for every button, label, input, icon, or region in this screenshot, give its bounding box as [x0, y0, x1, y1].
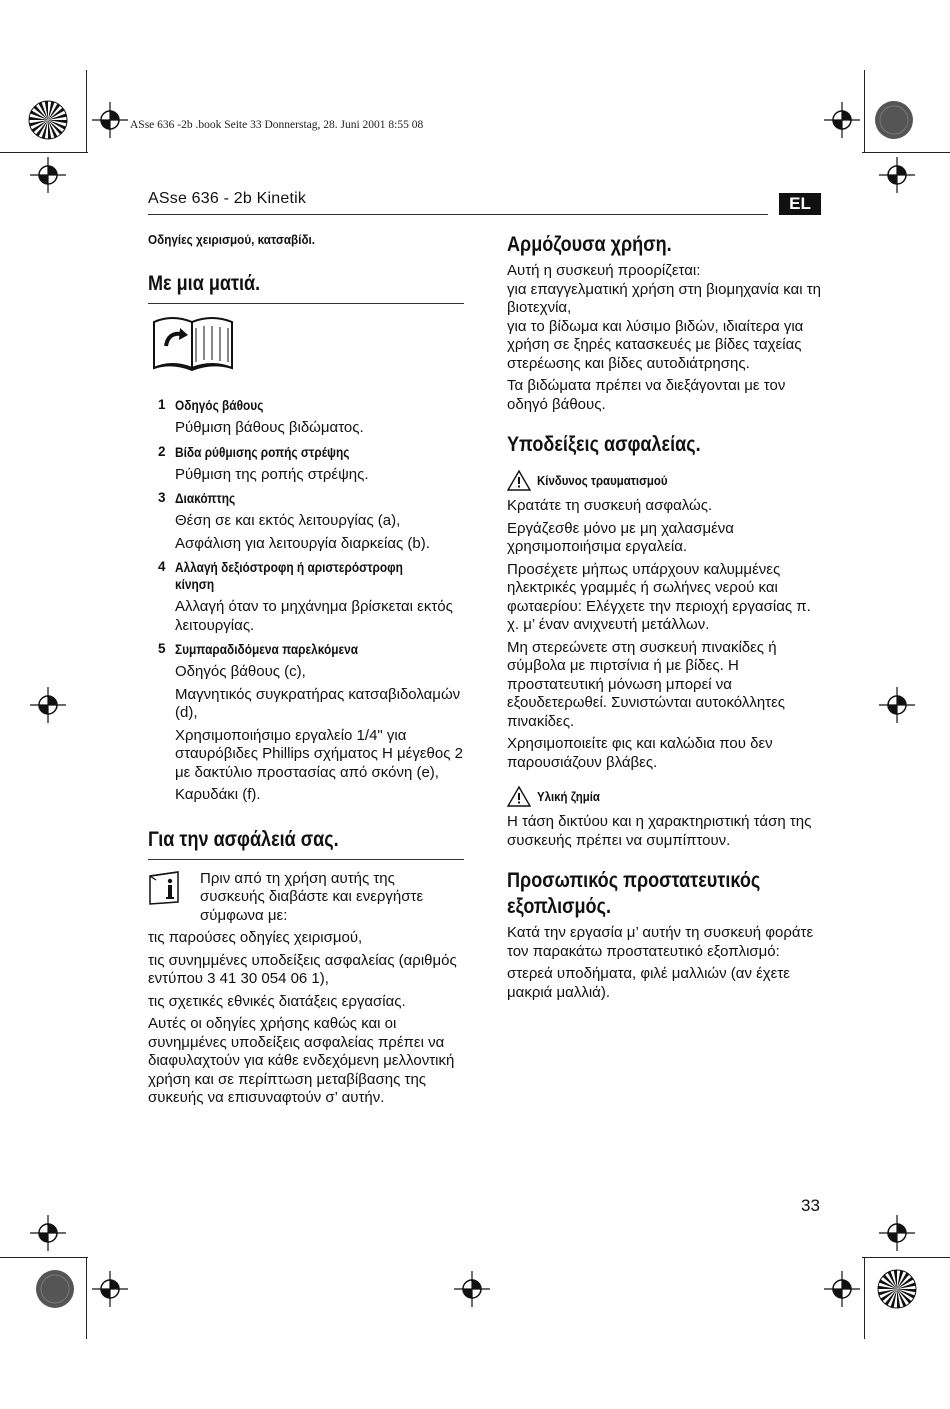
list-item — [148, 559, 466, 635]
registration-target-icon — [822, 100, 862, 140]
registration-target-icon — [90, 1269, 130, 1309]
info-note — [148, 870, 466, 926]
registration-target-icon — [28, 1213, 68, 1253]
starburst-mark-icon — [877, 1269, 917, 1309]
registration-target-icon — [877, 1213, 917, 1253]
item-title: Διακόπτης — [175, 491, 236, 506]
overview-title: Με μια ματιά. — [148, 272, 261, 295]
item-number: 1 — [158, 397, 166, 412]
injury-para: Χρησιμοποιείτε φις και καλώδια που δεν παρουσιάζουν βλάβες. — [507, 735, 773, 771]
safety-title: Για την ασφάλειά σας. — [148, 827, 339, 851]
ppe-para: στερεά υποδήματα, φιλέ μαλλιών (αν έχετε μακριά μαλλιά). — [507, 965, 790, 1001]
item-title: Αλλαγή δεξιόστροφη ή αριστερόστροφη κίνηση — [175, 560, 403, 592]
title-rule — [148, 303, 464, 304]
warning-triangle-icon — [507, 470, 531, 491]
item-line: Χρησιμοποιήσιμο εργαλείο 1/4" για σταυρόβιδες Phillips σχήματος H μέγεθος 2 με δακτύλιο προστασίας από σκόνη (e), — [175, 726, 463, 781]
title-rule — [148, 859, 464, 860]
safety-para: τις συνημμένες υποδείξεις ασφαλείας (αριθμός εντύπου 3 41 30 054 06 1), — [148, 951, 457, 987]
ppe-para: Κατά την εργασία μ’ αυτήν τη συσκευή φοράτε τον παρακάτω προστατευτικό εξοπλισμό: — [507, 924, 814, 960]
item-line: Ρύθμιση βάθους βιδώματος. — [175, 419, 364, 436]
grey-disc-mark-icon — [35, 1269, 75, 1309]
item-line: Οδηγός βάθους (c), — [175, 663, 306, 680]
injury-para: Προσέχετε μήπως υπάρχουν καλυμμένες ηλεκτρικές γραμμές ή σωλήνες νερού και φωταερίου: Ελέγχετε την περιοχή εργασίας π. χ. μ’ έναν ανιχνευτή μετάλλων. — [507, 560, 811, 633]
warning-label: Υλική ζημία — [537, 789, 600, 804]
running-head: ASse 636 - 2b Kinetik — [148, 190, 307, 207]
registration-target-icon — [822, 1269, 862, 1309]
safety-para: τις παρούσες οδηγίες χειρισμού, — [148, 929, 363, 946]
language-badge: EL — [779, 193, 821, 215]
header-rule — [148, 214, 768, 215]
warning-triangle-icon — [507, 786, 531, 807]
safety-para: τις σχετικές εθνικές διατάξεις εργασίας. — [148, 992, 406, 1010]
item-line: Μαγνητικός συγκρατήρας κατσαβιδολαμών (d), — [175, 685, 461, 721]
use-para: Τα βιδώματα πρέπει να διεξάγονται με τον οδηγό βάθους. — [507, 377, 786, 413]
intended-use-title: Αρμόζουσα χρήση. — [507, 233, 672, 256]
damage-warning — [507, 786, 825, 807]
item-title: Συμπαραδιδόμενα παρελκόμενα — [175, 642, 359, 657]
page-number: 33 — [801, 1196, 820, 1215]
warning-label: Κίνδυνος τραυματισμού — [537, 473, 668, 488]
use-para: Αυτή η συσκευή προορίζεται: για επαγγελματική χρήση στη βιομηχανία και τη βιοτεχνία, για το βίδωμα και λύσιμο βιδών, ιδιαίτερα για χρήση σε ξηρές κατασκευές με βίδες ταχείας στερέωσης και βίδες αυτοδιάτρησης. — [507, 262, 822, 372]
item-line: Θέση σε και εκτός λειτουργίας (a), — [175, 512, 401, 529]
registration-target-icon — [452, 1269, 492, 1309]
right-column — [507, 232, 825, 1002]
item-line: Ρύθμιση της ροπής στρέψης. — [175, 465, 369, 483]
left-column — [148, 232, 466, 1108]
list-item — [148, 641, 466, 805]
injury-warning — [507, 470, 825, 491]
damage-para: Η τάση δικτύου και η χαρακτηριστική τάση της συσκευής πρέπει να συμπίπτουν. — [507, 813, 812, 849]
item-line: Καρυδάκι (f). — [175, 786, 261, 803]
registration-target-icon — [90, 100, 130, 140]
item-line: Ασφάλιση για λειτουργία διαρκείας (b). — [175, 534, 430, 552]
manual-book-icon — [150, 312, 236, 374]
item-line: Αλλαγή όταν το μηχάνημα βρίσκεται εκτός λειτουργίας. — [175, 598, 453, 634]
parts-list — [148, 397, 466, 805]
item-title: Βίδα ρύθμισης ροπής στρέψης — [175, 444, 350, 460]
starburst-mark-icon — [28, 100, 68, 140]
safety-tips-title: Υποδείξεις ασφαλείας. — [507, 433, 701, 456]
ppe-title-line-2: εξοπλισμός. — [507, 895, 611, 918]
print-info: ASse 636 -2b .book Seite 33 Donnerstag, 28. Juni 2001 8:55 08 — [130, 119, 424, 131]
injury-para: Εργάζεσθε μόνο με μη χαλασμένα χρησιμοποιήσιμα εργαλεία. — [507, 519, 734, 555]
item-number: 5 — [158, 641, 166, 656]
registration-target-icon — [877, 155, 917, 195]
list-item — [148, 490, 466, 553]
injury-para: Μη στερεώνετε στη συσκευή πινακίδες ή σύμβολα με πιρτσίνια ή με βίδες. Η προστατευτική μόνωση μπορεί να εξουδετερωθεί. Συνιστώνται αυτοκόλλητες πινακίδες. — [507, 638, 785, 730]
list-item — [148, 397, 466, 438]
registration-target-icon — [28, 155, 68, 195]
ppe-title-line-1: Προσωπικός προστατευτικός — [507, 869, 761, 892]
injury-para: Κρατάτε τη συσκευή ασφαλώς. — [507, 497, 713, 514]
item-number: 2 — [158, 443, 166, 459]
registration-target-icon — [28, 685, 68, 725]
item-title: Οδηγός βάθους — [175, 398, 264, 413]
grey-disc-mark-icon — [874, 100, 914, 140]
safety-intro: Πριν από τη χρήση αυτής της συσκευής διαβάστε και ενεργήστε σύμφωνα με: — [200, 869, 424, 924]
section-kicker: Οδηγίες χειρισμού, κατσαβίδι. — [148, 232, 316, 247]
safety-para: Αυτές οι οδηγίες χρήσης καθώς και οι συνημμένες υποδείξεις ασφαλείας πρέπει να διαφυλαχτούν για κάθε ενδεχόμενη μελλοντική χρήση και σε περίπτωση μεταβίβασης της συκευής να επισυναφτούν σ’ αυτήν. — [148, 1015, 455, 1106]
list-item — [148, 444, 466, 485]
item-number: 4 — [158, 559, 166, 574]
info-note-icon — [148, 870, 188, 906]
item-number: 3 — [158, 490, 166, 505]
registration-target-icon — [877, 685, 917, 725]
